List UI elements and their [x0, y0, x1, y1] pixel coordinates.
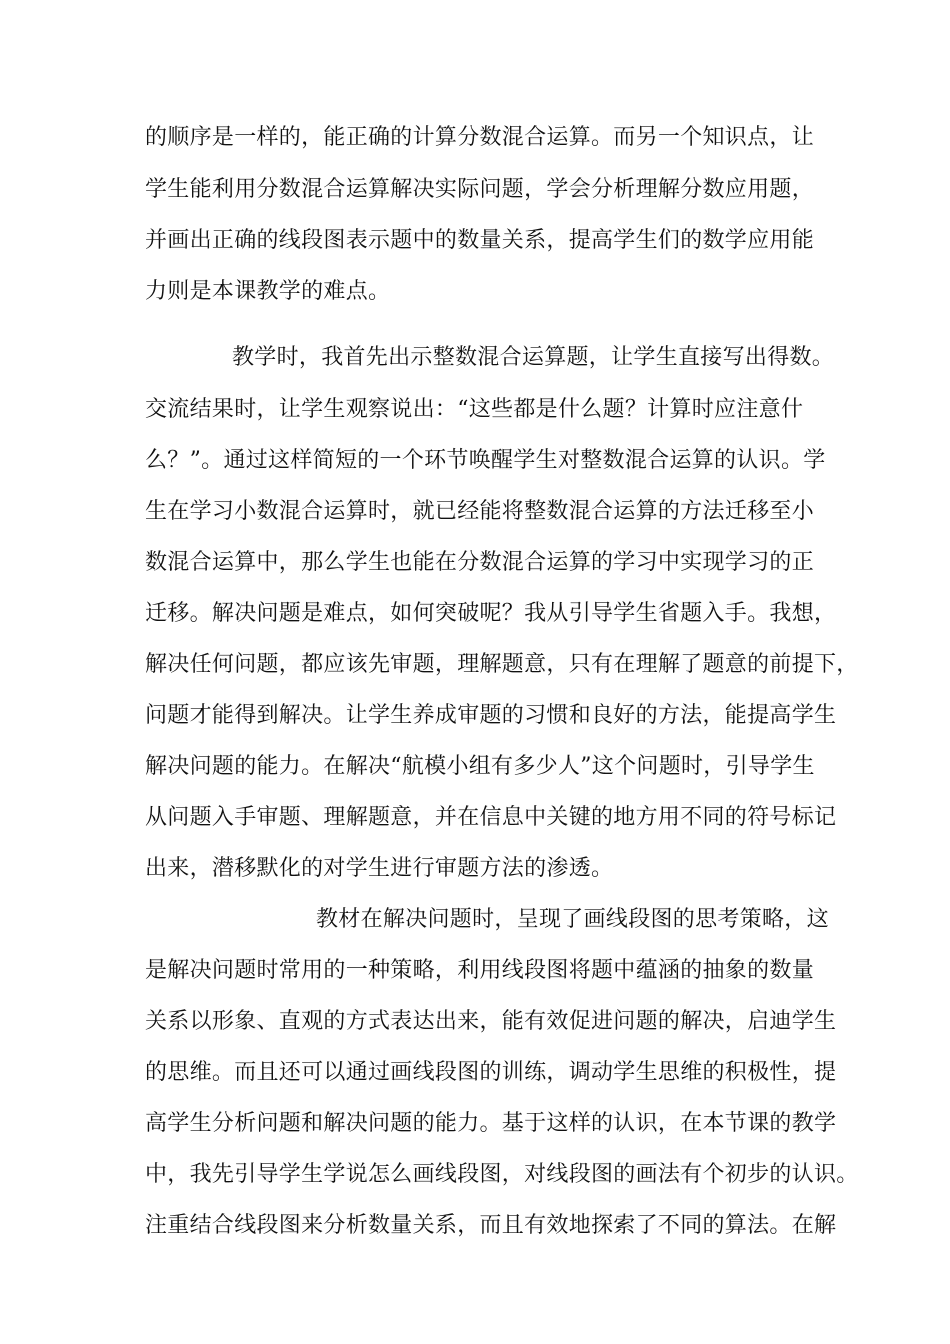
paragraph-2-line-9: 解决问题的能力。在解决“航模小组有多少人”这个问题时，引导学生 — [145, 754, 815, 779]
paragraph-2-line-2: 交流结果时，让学生观察说出：“这些都是什么题？计算时应注意什 — [145, 397, 804, 422]
paragraph-3-line-2: 是解决问题时常用的一种策略，利用线段图将题中蕴涵的抽象的数量 — [145, 958, 815, 983]
paragraph-3-line-4: 的思维。而且还可以通过画线段图的训练，调动学生思维的积极性，提 — [145, 1060, 837, 1085]
paragraph-2-line-4: 生在学习小数混合运算时，就已经能将整数混合运算的方法迁移至小 — [145, 499, 815, 524]
paragraph-3-line-5: 高学生分析问题和解决问题的能力。基于这样的认识，在本节课的教学 — [145, 1111, 837, 1136]
paragraph-2-line-3: 么？”。通过这样简短的一个环节唤醒学生对整数混合运算的认识。学 — [145, 448, 826, 473]
paragraph-1-line-1: 的顺序是一样的，能正确的计算分数混合运算。而另一个知识点，让 — [145, 125, 815, 150]
paragraph-3-line-3: 关系以形象、直观的方式表达出来，能有效促进问题的解决，启迪学生 — [145, 1009, 837, 1034]
paragraph-3-line-1: 教材在解决问题时，呈现了画线段图的思考策略，这 — [316, 907, 829, 932]
paragraph-1-line-4: 力则是本课教学的难点。 — [145, 279, 391, 304]
paragraph-2-line-10: 从问题入手审题、理解题意，并在信息中关键的地方用不同的符号标记 — [145, 805, 837, 830]
paragraph-3-line-6: 中，我先引导学生学说怎么画线段图，对线段图的画法有个初步的认识。 — [145, 1162, 859, 1187]
paragraph-2-line-8: 问题才能得到解决。让学生养成审题的习惯和良好的方法，能提高学生 — [145, 703, 837, 728]
paragraph-2-line-11: 出来，潜移默化的对学生进行审题方法的渗透。 — [145, 856, 614, 881]
paragraph-2-line-7: 解决任何问题，都应该先审题，理解题意，只有在理解了题意的前提下， — [145, 652, 859, 677]
paragraph-3-line-7: 注重结合线段图来分析数量关系，而且有效地探索了不同的算法。在解 — [145, 1213, 837, 1238]
paragraph-2-line-6: 迁移。解决问题是难点，如何突破呢？我从引导学生省题入手。我想， — [145, 601, 837, 626]
paragraph-1-line-3: 并画出正确的线段图表示题中的数量关系，提高学生们的数学应用能 — [145, 228, 815, 253]
paragraph-2-line-5: 数混合运算中，那么学生也能在分数混合运算的学习中实现学习的正 — [145, 550, 815, 575]
paragraph-2-line-1: 教学时，我首先出示整数混合运算题，让学生直接写出得数。 — [232, 345, 835, 370]
paragraph-1-line-2: 学生能利用分数混合运算解决实际问题，学会分析理解分数应用题， — [145, 177, 815, 202]
